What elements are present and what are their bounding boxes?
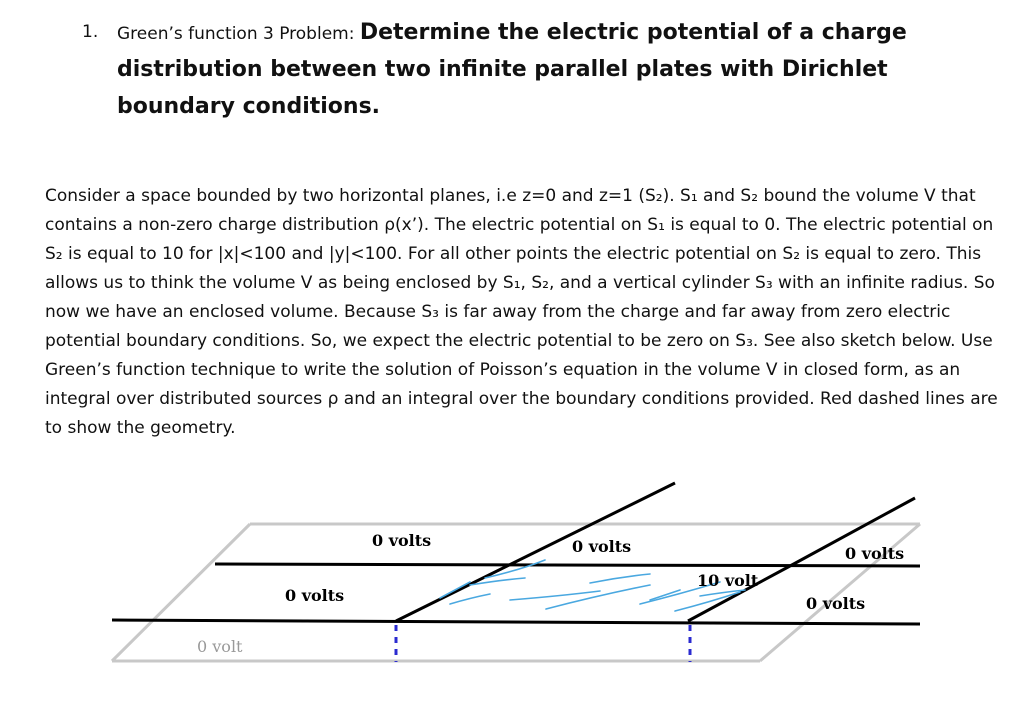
label-bottom-left: 0 volt [197,637,243,656]
label-center-plate: 10 volt [697,571,759,590]
top-plane-back-edge [215,564,920,566]
problem-description: Consider a space bounded by two horizontal planes, i.e z=0 and z=1 (S₂). S₁ and S₂ bound the volume V that contains a non-zero charge distribution ρ(x’). The electric potential on S₁ is equal to 0. The electric potential on S₂ is equal to 10 for |x|<100 and |y|<100. For all other points the electric potential on S₂ is equal to zero. This allows us to think the volume V as being enclosed by S₁, S₂, and a vertical cylinder S₃ with an infinite radius. So now we have an enclosed volume. Because S₃ is far away from the charge and far away from zero electric potential boundary conditions. So, we expect the electric potential to be zero on S₃. See also sketch below. Use Green’s function technique to write the solution of Poisson’s equation in the volume V in closed form, as an integral over distributed sources ρ and an integral over the boundary conditions provided. Red dashed lines are to show the geometry. [45,186,998,438]
label-top-middle-right: 0 volts [572,537,632,556]
label-mid-right: 0 volts [806,594,866,613]
label-top-right: 0 volts [845,544,905,563]
plate-left-diagonal [396,483,675,621]
label-mid-left: 0 volts [285,586,345,605]
problem-label: Green’s function 3 Problem: [117,24,360,44]
problem-number: 1. [82,22,99,42]
label-top-middle-left: 0 volts [372,531,432,550]
problem-title: Determine the electric potential of a charge distribution between two infinite parallel plates with Dirichlet boundary conditions. [117,20,907,119]
top-plane-front-edge [112,620,920,624]
